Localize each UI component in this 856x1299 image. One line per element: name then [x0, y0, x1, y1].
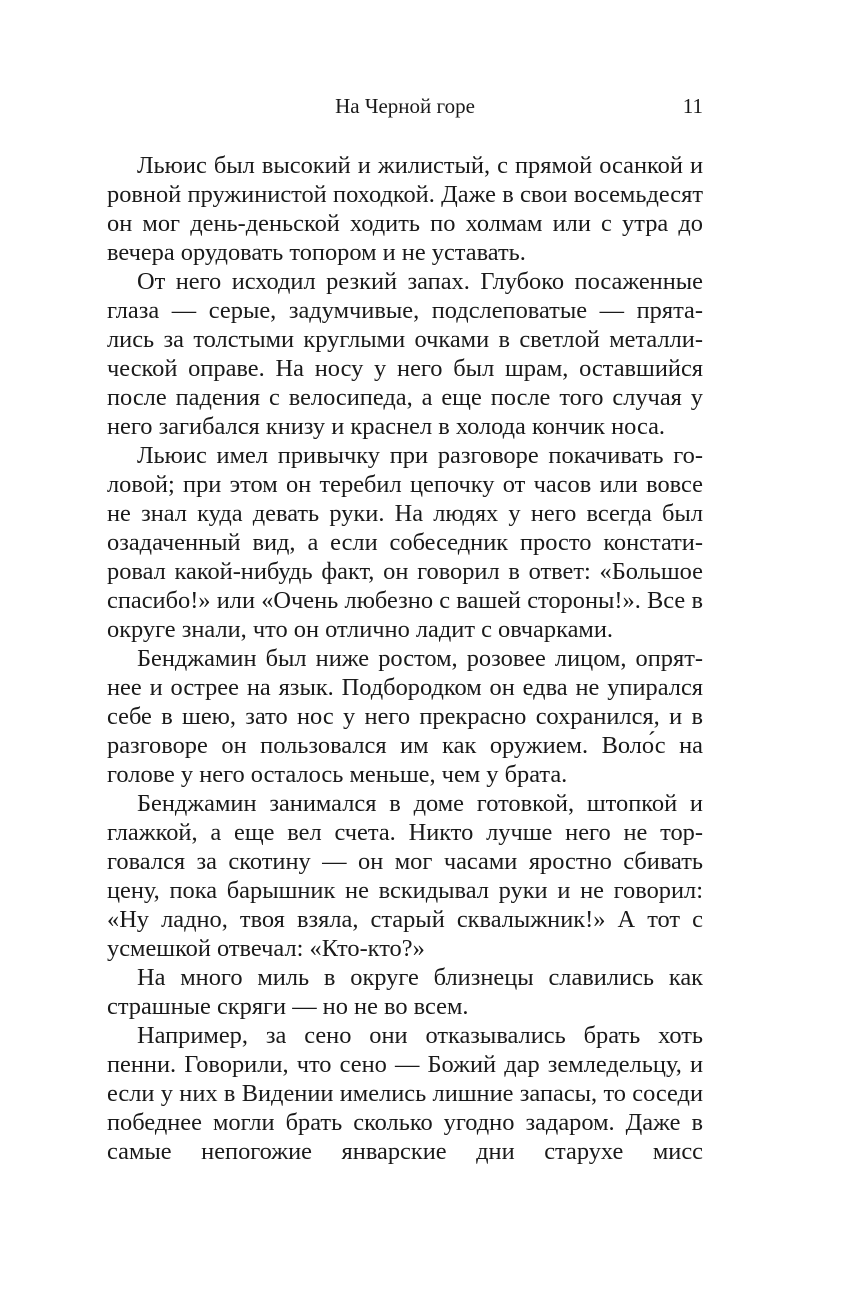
paragraph: Бенджамин был ниже ростом, розовее лицом, опрятнее и острее на язык. Подбородком он едва не упирался себе в шею, зато нос у него прекрасно сохранился, и в разговоре он пользовался им как оружием. Воло́с на голове у него осталось меньше, чем у брата. [107, 645, 703, 788]
page-number: 11 [682, 94, 703, 118]
running-head [107, 94, 703, 124]
paragraph: Льюис имел привычку при разговоре покачивать головой; при этом он теребил цепочку от часов или вовсе не знал куда девать руки. На людях у него всегда был озадаченный вид, а если собеседник просто констатировал какой-нибудь факт, он говорил в ответ: «Большое спасибо!» или «Очень любезно с вашей стороны!». Все в округе знали, что он отлично ладит с овчарками. [107, 442, 703, 643]
paragraph: Бенджамин занимался в доме готовкой, штопкой и глажкой, а еще вел счета. Никто лучше него не торговался за скотину — он мог часами яростно сбивать цену, пока барышник не вскидывал руки и не говорил: «Ну ладно, твоя взяла, старый сквалыжник!» А тот с усмешкой отвечал: «Кто-кто?» [107, 790, 703, 962]
body-text [107, 151, 703, 1166]
running-title: На Черной горе [335, 94, 475, 118]
paragraph: От него исходил резкий запах. Глубоко посаженные глаза — серые, задумчивые, подслеповатые — прятались за толстыми круглыми очками в светлой металлической оправе. На носу у него был шрам, оставшийся после падения с велосипеда, а еще после того случая у него загибался книзу и краснел в холода кончик носа. [107, 268, 703, 440]
paragraph: Например, за сено они отказывались брать хоть пенни. Говорили, что сено — Божий дар земледельцу, и если у них в Видении имелись лишние запасы, то соседи победнее могли брать сколько угодно задаром. Даже в самые непогожие январские дни старухе мисс [107, 1022, 703, 1165]
paragraph: На много миль в округе близнецы славились как страшные скряги — но не во всем. [107, 964, 703, 1020]
paragraph: Льюис был высокий и жилистый, с прямой осанкой и ровной пружинистой походкой. Даже в свои восемьдесят он мог день-деньской ходить по холмам или с утра до вечера орудовать топором и не уставать. [107, 152, 703, 266]
